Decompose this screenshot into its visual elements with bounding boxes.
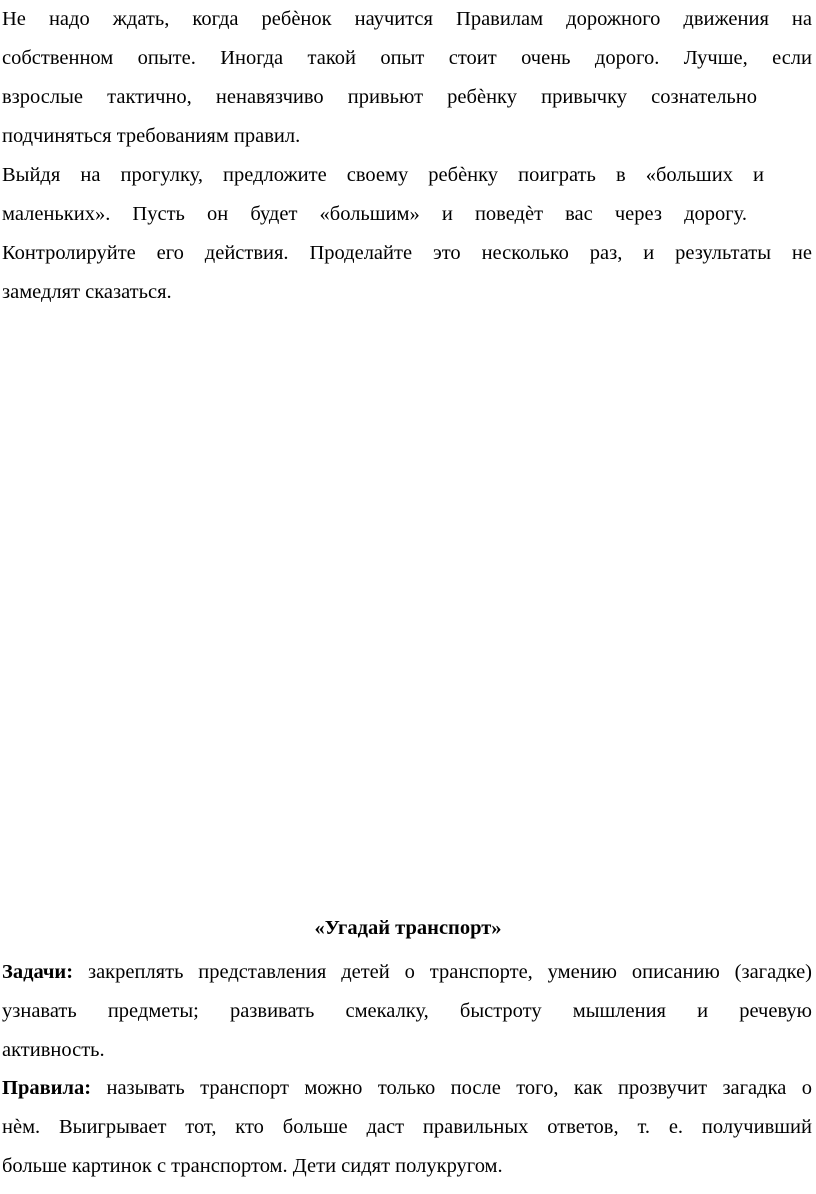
rules-line-1	[2, 1069, 812, 1108]
rules-line-2: нѐм. Выигрывает тот, кто больше даст правильных ответов, т. е. получивший	[2, 1116, 812, 1139]
intro-line-5: Выйдя на прогулку, предложите своему ребѐнку поиграть в «больших и	[2, 164, 764, 186]
intro-paragraphs	[2, 0, 812, 312]
intro-line-2: собственном опыте. Иногда такой опыт стоит очень дорого. Лучше, если	[2, 47, 812, 69]
rules-text-1: называть транспорт можно только после того, как прозвучит загадка о	[91, 1077, 812, 1100]
tasks-line-2: узнавать предметы; развивать смекалку, быстроту мышления и речевую	[2, 999, 812, 1022]
tasks-text-1: закреплять представления детей о транспорте, умению описанию (загадке)	[73, 961, 812, 983]
intro-line-3: взрослые тактично, ненавязчиво привьют ребѐнку привычку сознательно	[2, 86, 757, 108]
intro-line-1: Не надо ждать, когда ребѐнок научится Правилам дорожного движения на	[2, 8, 812, 30]
game-section	[2, 903, 812, 1186]
intro-line-8: замедлят сказаться.	[2, 281, 172, 303]
game-title: «Угадай транспорт»	[314, 917, 502, 939]
tasks-line-3: активность.	[2, 1038, 105, 1061]
intro-line-4: подчиняться требованиям правил.	[2, 125, 301, 147]
rules-line-3: больше картинок с транспортом. Дети сидят полукругом.	[2, 1154, 503, 1177]
tasks-line-1	[2, 953, 812, 992]
rules-label: Правила:	[2, 1077, 92, 1100]
tasks-label: Задачи:	[2, 961, 74, 983]
intro-line-7: Контролируйте его действия. Проделайте это несколько раз, и результаты не	[2, 242, 812, 264]
intro-line-6: маленьких». Пусть он будет «большим» и поведѐт вас через дорогу.	[2, 203, 747, 225]
